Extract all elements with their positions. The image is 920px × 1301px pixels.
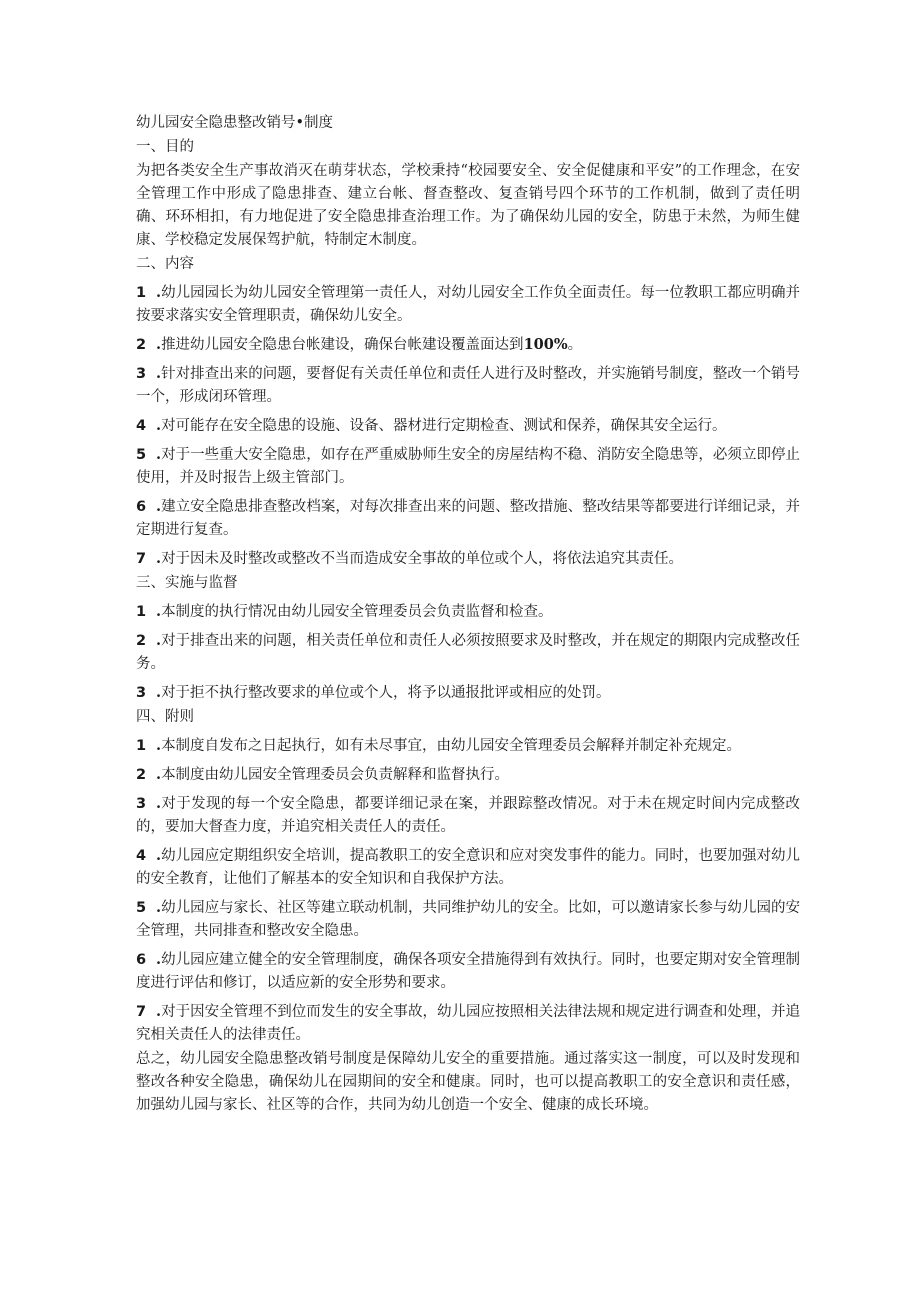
item-text: 针对排查出来的问题，要督促有关责任单位和责任人进行及时整改，并实施销号制度，整改一个销号一个，形成闭环管理。 [136,366,800,405]
list-item [136,763,800,787]
item-number: 3 [136,796,147,812]
list-item [136,792,800,839]
list-item [136,948,800,995]
item-separator: . [156,284,162,301]
item-text: 本制度的执行情况由幼儿园安全管理委员会负责监督和检查。 [161,604,553,620]
list-item [136,600,800,624]
item-separator: . [156,951,162,968]
list-item [136,547,800,571]
item-percentage: 100% [523,336,568,353]
list-item [136,1000,800,1047]
supplementary-list [136,734,800,1047]
item-separator: . [156,336,162,353]
item-number: 6 [136,952,147,968]
item-number: 7 [136,551,147,567]
document-page [136,112,800,1117]
section-heading-implementation: 三、实施与监督 [136,575,238,591]
item-number: 5 [136,900,147,916]
document-title: 幼儿园安全隐患整改销号•制度 [136,115,334,131]
item-separator: . [156,737,162,754]
item-text: 建立安全隐患排查整改档案，对每次排查出来的问题、整改措施、整改结果等都要进行详细记录，并定期进行复查。 [136,499,800,538]
list-item [136,414,800,438]
item-separator: . [156,766,162,783]
item-text: 对于因未及时整改或整改不当而造成安全事故的单位或个人，将依法追究其责任。 [161,551,684,567]
list-item [136,681,800,705]
item-text: 幼儿园园长为幼儿园安全管理第一责任人，对幼儿园安全工作负全面责任。每一位教职工都应明确并按要求落实安全管理职责，确保幼儿安全。 [136,285,800,324]
item-separator: . [156,365,162,382]
item-separator: . [156,632,162,649]
item-separator: . [156,847,162,864]
item-number: 1 [136,604,147,620]
item-number: 1 [136,738,147,754]
item-separator: . [156,603,162,620]
item-number: 2 [136,767,147,783]
item-separator: . [156,1003,162,1020]
list-item [136,896,800,943]
item-text: 对可能存在安全隐患的设施、设备、器材进行定期检查、测试和保养，确保其安全运行。 [161,418,727,434]
section-heading-supplementary: 四、附则 [136,709,194,725]
item-number: 2 [136,337,147,353]
item-separator: . [156,446,162,463]
item-number: 3 [136,685,147,701]
item-number: 5 [136,447,147,463]
item-text: 推进幼儿园安全隐患台帐建设，确保台帐建设覆盖面达到 [161,337,524,353]
item-separator: . [156,550,162,567]
list-item [136,495,800,542]
conclusion-paragraph: 总之，幼儿园安全隐患整改销号制度是保障幼儿安全的重要措施。通过落实这一制度，可以及时发现和整改各种安全隐患，确保幼儿在园期间的安全和健康。同时，也可以提高教职工的安全意识和责任感，加强幼儿园与家长、社区等的合作，共同为幼儿创造一个安全、健康的成长环境。 [136,1051,800,1113]
item-text: 对于因安全管理不到位而发生的安全事故，幼儿园应按照相关法律法规和规定进行调查和处理，并追究相关责任人的法律责任。 [136,1004,800,1043]
section-heading-content: 二、内容 [136,256,194,272]
item-text: 幼儿园应建立健全的安全管理制度，确保各项安全措施得到有效执行。同时，也要定期对安全管理制度进行评估和修订，以适应新的安全形势和要求。 [136,952,800,991]
item-text: 本制度由幼儿园安全管理委员会负责解释和监督执行。 [161,767,510,783]
section-heading-purpose: 一、目的 [136,139,194,155]
item-text: 本制度自发布之日起执行，如有未尽事宜，由幼儿园安全管理委员会解释并制定补充规定。 [161,738,742,754]
item-text: 对于发现的每一个安全隐患，都要详细记录在案，并跟踪整改情况。对于未在规定时间内完成整改的，要加大督查力度，并追究相关责任人的责任。 [136,796,800,835]
item-suffix: 。 [567,337,583,353]
item-number: 4 [136,848,147,864]
item-number: 7 [136,1004,147,1020]
item-separator: . [156,417,162,434]
implementation-list [136,600,800,705]
item-separator: . [156,684,162,701]
item-text: 幼儿园应与家长、社区等建立联动机制，共同维护幼儿的安全。比如，可以邀请家长参与幼儿园的安全管理，共同排查和整改安全隐患。 [136,900,800,939]
list-item [136,443,800,490]
item-text: 幼儿园应定期组织安全培训，提高教职工的安全意识和应对突发事件的能力。同时，也要加强对幼儿的安全教育，让他们了解基本的安全知识和自我保护方法。 [136,848,800,887]
item-text: 对于排查出来的问题，相关责任单位和责任人必须按照要求及时整改，并在规定的期限内完成整改任务。 [136,633,800,672]
item-number: 4 [136,418,147,434]
list-item [136,734,800,758]
item-number: 2 [136,633,147,649]
content-list [136,281,800,571]
list-item [136,333,800,357]
item-text: 对于拒不执行整改要求的单位或个人，将予以通报批评或相应的处罚。 [161,685,611,701]
item-separator: . [156,899,162,916]
list-item [136,281,800,328]
list-item [136,844,800,891]
item-number: 6 [136,499,147,515]
list-item [136,362,800,409]
section-paragraph-purpose: 为把各类安全生产事故消灭在萌芽状态，学校秉持“校园要安全、安全促健康和平安”的工作理念，在安全管理工作中形成了隐患排查、建立台帐、督查整改、复查销号四个环节的工作机制，做到了责任明确、环环相扣，有力地促进了安全隐患排查治理工作。为了确保幼儿园的安全，防患于未然，为师生健康、学校稳定发展保驾护航，特制定木制度。 [136,163,800,248]
item-separator: . [156,795,162,812]
item-text: 对于一些重大安全隐患，如存在严重威胁师生安全的房屋结构不稳、消防安全隐患等，必须立即停止使用，并及时报告上级主管部门。 [136,447,800,486]
item-number: 3 [136,366,147,382]
item-separator: . [156,498,162,515]
list-item [136,629,800,676]
item-number: 1 [136,285,147,301]
